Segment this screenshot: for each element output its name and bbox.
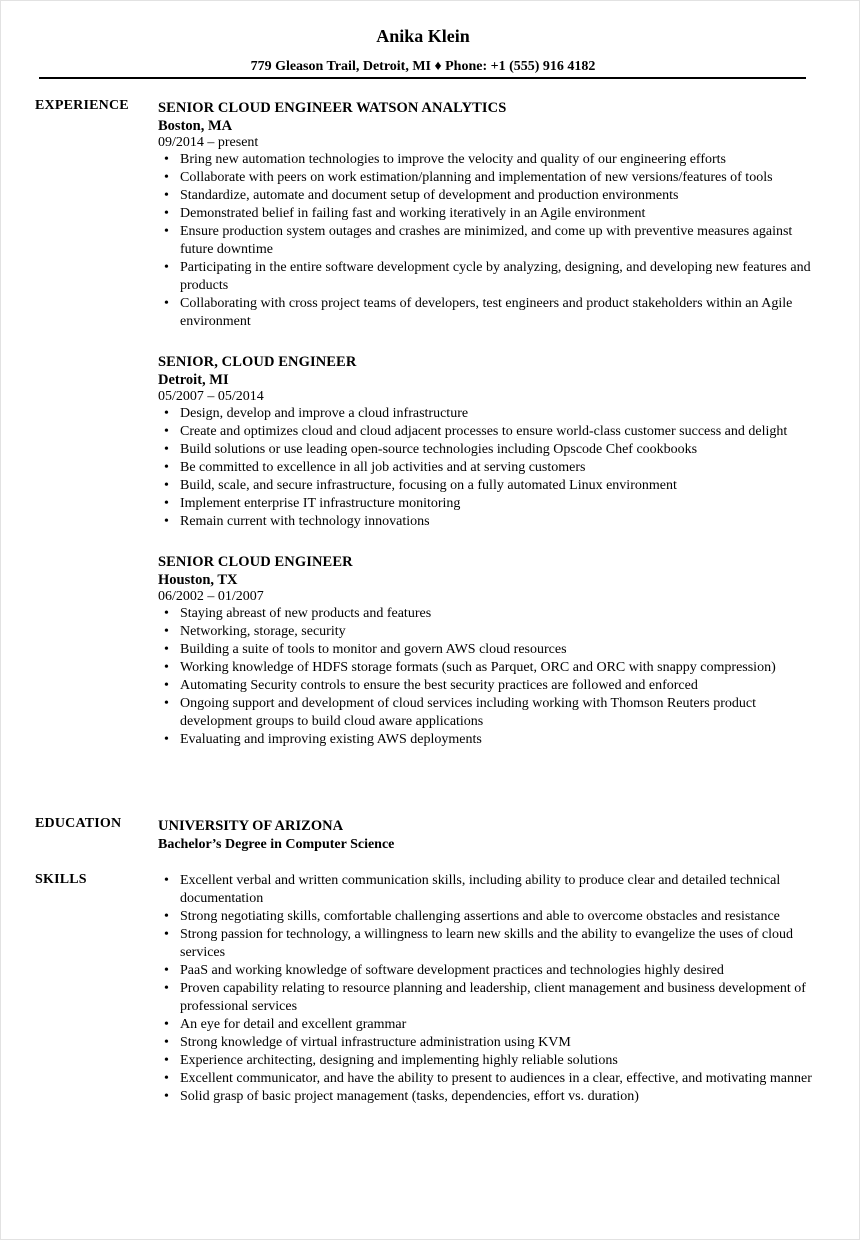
header-divider (39, 77, 806, 79)
list-item: • Bring new automation technologies to improve the velocity and quality of our engineering efforts (158, 151, 823, 169)
job-dates: 09/2014 – present (158, 135, 259, 150)
list-item: • PaaS and working knowledge of software development practices and technologies highly desired (158, 962, 823, 980)
list-item: • Design, develop and improve a cloud infrastructure (158, 405, 823, 423)
job-bullets (158, 405, 823, 531)
skills-list (158, 872, 823, 1106)
list-item: • An eye for detail and excellent grammar (158, 1016, 823, 1034)
experience-heading: EXPERIENCE (35, 98, 129, 113)
list-item: • Excellent communicator, and have the ability to present to audiences in a clear, effective, and motivating manner (158, 1070, 823, 1088)
job-title: SENIOR, CLOUD ENGINEER (158, 354, 357, 370)
list-item: • Evaluating and improving existing AWS deployments (158, 731, 823, 749)
list-item: • Remain current with technology innovations (158, 513, 823, 531)
list-item: • Demonstrated belief in failing fast and working iteratively in an Agile environment (158, 205, 823, 223)
skills-section (158, 872, 823, 1106)
contact-line: 779 Gleason Trail, Detroit, MI ♦ Phone: +1 (555) 916 4182 (250, 59, 596, 74)
school-name: UNIVERSITY OF ARIZONA (158, 818, 344, 834)
job-location: Detroit, MI (158, 372, 229, 388)
list-item: • Automating Security controls to ensure the best security practices are followed and enforced (158, 677, 823, 695)
list-item: • Build solutions or use leading open-source technologies including Opscode Chef cookbooks (158, 441, 823, 459)
list-item: • Strong passion for technology, a willingness to learn new skills and the ability to evangelize the uses of cloud services (158, 926, 823, 962)
job-title: SENIOR CLOUD ENGINEER (158, 554, 353, 570)
list-item: • Staying abreast of new products and features (158, 605, 823, 623)
list-item: • Proven capability relating to resource planning and leadership, client management and business development of professional services (158, 980, 823, 1016)
list-item: • Networking, storage, security (158, 623, 823, 641)
list-item: • Build, scale, and secure infrastructure, focusing on a fully automated Linux environment (158, 477, 823, 495)
job-entry (158, 553, 823, 749)
candidate-name: Anika Klein (376, 26, 470, 46)
list-item: • Building a suite of tools to monitor and govern AWS cloud resources (158, 641, 823, 659)
job-dates: 05/2007 – 05/2014 (158, 389, 264, 404)
list-item: • Strong negotiating skills, comfortable challenging assertions and able to overcome obstacles and resistance (158, 908, 823, 926)
job-bullets (158, 151, 823, 331)
list-item: • Solid grasp of basic project management (tasks, dependencies, effort vs. duration) (158, 1088, 823, 1106)
list-item: • Participating in the entire software development cycle by analyzing, designing, and developing new features and products (158, 259, 823, 295)
job-location: Boston, MA (158, 118, 233, 134)
list-item: • Create and optimizes cloud and cloud adjacent processes to ensure world-class customer success and delight (158, 423, 823, 441)
job-title: SENIOR CLOUD ENGINEER WATSON ANALYTICS (158, 100, 507, 116)
list-item: • Excellent verbal and written communication skills, including ability to produce clear and detailed technical documentation (158, 872, 823, 908)
experience-section (158, 99, 823, 771)
list-item: • Strong knowledge of virtual infrastructure administration using KVM (158, 1034, 823, 1052)
job-entry (158, 99, 823, 331)
list-item: • Ongoing support and development of cloud services including working with Thomson Reuters product development groups to build cloud aware applications (158, 695, 823, 731)
job-dates: 06/2002 – 01/2007 (158, 589, 264, 604)
list-item: • Standardize, automate and document setup of development and production environments (158, 187, 823, 205)
list-item: • Be committed to excellence in all job activities and at serving customers (158, 459, 823, 477)
list-item: • Experience architecting, designing and implementing highly reliable solutions (158, 1052, 823, 1070)
education-heading: EDUCATION (35, 816, 122, 831)
list-item: • Working knowledge of HDFS storage formats (such as Parquet, ORC and ORC with snappy compression) (158, 659, 823, 677)
skills-heading: SKILLS (35, 872, 87, 887)
education-section (158, 817, 823, 855)
list-item: • Collaborate with peers on work estimation/planning and implementation of new versions/features of tools (158, 169, 823, 187)
list-item: • Ensure production system outages and crashes are minimized, and come up with preventive measures against future downtime (158, 223, 823, 259)
job-bullets (158, 605, 823, 749)
list-item: • Implement enterprise IT infrastructure monitoring (158, 495, 823, 513)
job-entry (158, 353, 823, 531)
job-location: Houston, TX (158, 572, 238, 588)
list-item: • Collaborating with cross project teams of developers, test engineers and product stakeholders within an Agile environment (158, 295, 823, 331)
degree-name: Bachelor’s Degree in Computer Science (158, 837, 395, 852)
